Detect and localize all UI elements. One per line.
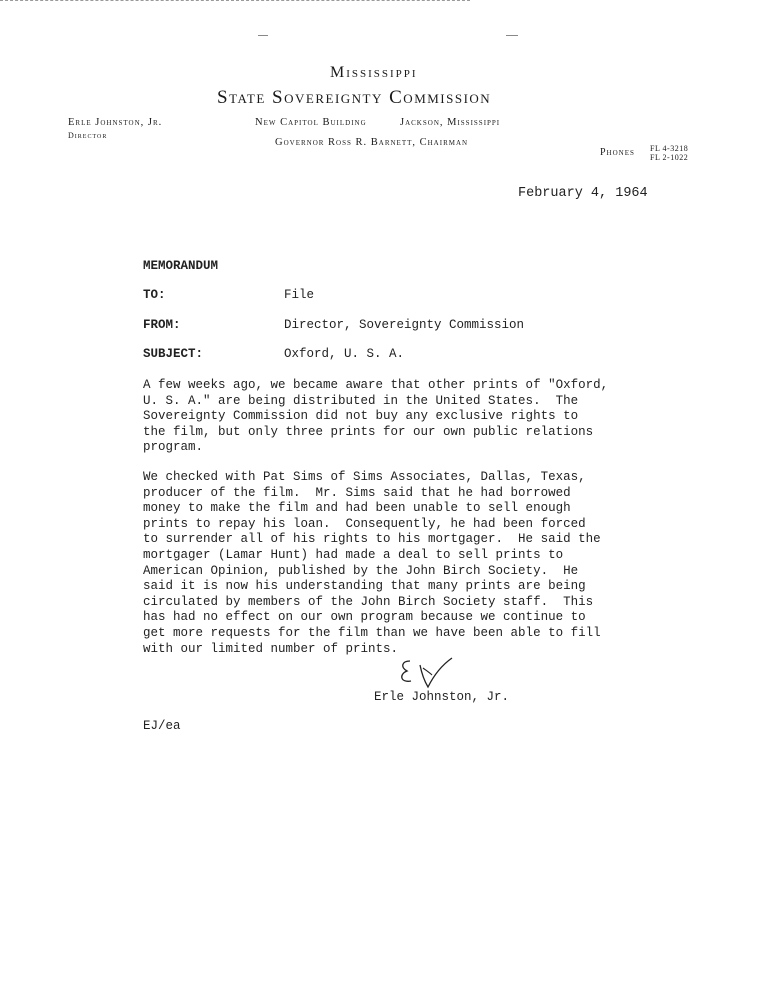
punch-mark-right — [506, 35, 518, 36]
body-paragraph-2: We checked with Pat Sims of Sims Associates, Dallas, Texas, producer of the film. Mr. Sims said that he had borrowed money to make the film and had been unable to sell enough prints to repay his loan. Consequently, he had been forced to surrender all of his rights to his mortgager. He said the mortgager (Lamar Hunt) had made a deal to sell prints to American Opinion, published by the John Birch Society. He said it is now his understanding that many prints are being circulated by members of the John Birch Society staff. This has had no effect on our own program because we continue to get more requests for the film than we have been able to fill with our limited number of prints. — [143, 470, 601, 656]
punch-mark-left — [258, 35, 268, 36]
signature-name: Erle Johnston, Jr. — [374, 690, 510, 704]
address-building: New Capitol Building — [255, 117, 367, 128]
letterhead-commission: State Sovereignty Commission — [217, 87, 492, 108]
subject-value: Oxford, U. S. A. — [284, 347, 405, 361]
governor-line: Governor Ross R. Barnett, Chairman — [275, 137, 469, 148]
phone-number-1: FL 4-3218 — [650, 144, 689, 153]
letterhead-state: Mississippi — [330, 64, 418, 81]
from-value: Director, Sovereignty Commission — [284, 318, 525, 332]
to-label: TO: — [143, 288, 166, 302]
phones-label: Phones — [600, 147, 635, 158]
letter-date: February 4, 1964 — [518, 186, 648, 201]
typist-initials: EJ/ea — [143, 719, 181, 733]
to-value: File — [284, 288, 315, 302]
phone-number-2: FL 2-1022 — [650, 153, 689, 162]
address-city: Jackson, Mississippi — [400, 117, 501, 128]
subject-label: SUBJECT: — [143, 347, 204, 361]
director-title: Director — [68, 131, 108, 140]
body-paragraph-1: A few weeks ago, we became aware that other prints of "Oxford, U. S. A." are being distributed in the United States. The Sovereignty Commission did not buy any exclusive rights to the film, but only three prints for our own public relations program. — [143, 378, 609, 455]
memo-heading: MEMORANDUM — [143, 259, 219, 273]
director-name: Erle Johnston, Jr. — [68, 117, 163, 128]
top-perforation-line — [0, 0, 470, 1]
handwritten-signature-mark — [396, 655, 460, 693]
from-label: FROM: — [143, 318, 181, 332]
